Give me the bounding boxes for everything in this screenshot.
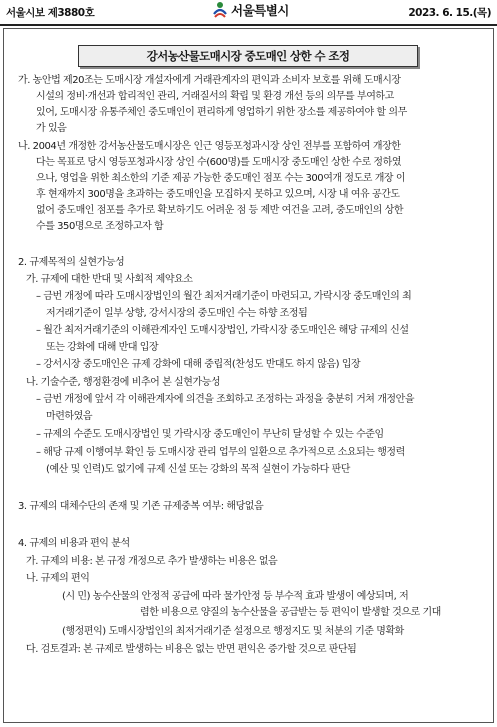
body-line: 렴한 비용으로 양질의 농수산물을 공급받는 등 편익이 발생할 것으로 기대: [140, 607, 441, 618]
issue-number: 서울시보 제3880호: [6, 7, 95, 19]
body-line: 후 현재까지 300명을 초과하는 중도매인을 모집하지 못하고 있으며, 시장 내 여유 공간도: [36, 189, 400, 200]
body-line: 나. 기술수준, 행정환경에 비추어 본 실현가능성: [26, 377, 221, 388]
header-brand: [212, 1, 289, 19]
body-line: 나. 규제의 편익: [26, 573, 90, 584]
issue-date: 2023. 6. 15.(목): [408, 7, 491, 19]
body-line: 나. 2004년 개정한 강서농산물도매시장은 인근 영등포청과시장 상인 전부를 포함하여 개장한: [18, 141, 401, 152]
body-line: 없어 중도매인 점포를 추가로 확보하기도 어려운 점 등 제반 여건을 고려, 중도매인의 상한: [36, 205, 404, 216]
body-line: 다. 검토결과: 본 규제로 발생하는 비용은 없는 반면 편익은 증가할 것으로 판단됨: [26, 644, 357, 655]
body-line: – 월간 최저거래기준의 이해관계자인 도매시장법인, 가락시장 중도매인은 해당 규제의 신설: [36, 325, 409, 336]
body-line: – 강서시장 중도매인은 규제 강화에 대해 중립적(찬성도 반대도 하지 않음) 입장: [36, 359, 361, 370]
body-line: – 금번 개정에 앞서 각 이해관계자에 의견을 조회하고 조정하는 과정을 충분히 거쳐 개정안을: [36, 394, 415, 405]
body-line: 마련하였음: [46, 411, 93, 422]
section-heading: 4. 규제의 비용과 편익 분석: [18, 538, 130, 549]
header-title: 서울특별시: [231, 3, 289, 18]
body-line: 저거래기준이 일부 상향, 강서시장의 중도매인 수는 하향 조정됨: [46, 308, 308, 319]
body-line: 시설의 정비·개선과 합리적인 관리, 거래질서의 확립 및 환경 개선 등의 의무를 부여하고: [36, 91, 394, 102]
body-line: 가. 농안법 제20조는 도매시장 개설자에게 거래관계자의 편익과 소비자 보호를 위해 도매시장: [18, 75, 401, 86]
body-line: 가. 규제의 비용: 본 규정 개정으로 추가 발생하는 비용은 없음: [26, 556, 278, 567]
body-line: (시 민) 농수산물의 안정적 공급에 따라 물가안정 등 부수적 효과 발생이 예상되며, 저: [62, 591, 409, 602]
gazette-header: [0, 0, 497, 24]
body-line: 가. 규제에 대한 반대 및 사회적 제약요소: [26, 274, 193, 285]
title-box: [78, 45, 418, 67]
body-line: – 금번 개정에 따라 도매시장법인의 월간 최저거래기준이 마련되고, 가락시장 중도매인의 최: [36, 291, 412, 302]
body-line: 또는 강화에 대해 반대 입장: [46, 342, 159, 353]
section-heading: 3. 규제의 대체수단의 존재 및 기존 규제중복 여부: 해당없음: [18, 501, 264, 512]
body-line: (예산 및 인력)도 없기에 규제 신설 또는 강화의 목적 실현이 가능하다 판단: [46, 464, 351, 475]
seoul-logo-icon: [212, 1, 228, 19]
body-line: 다는 목표로 당시 영등포청과시장 상인 수(600명)를 도매시장 중도매인 상한 수로 정하였: [36, 157, 402, 168]
section-heading: 2. 규제목적의 실현가능성: [18, 257, 125, 268]
body-line: 가 있음: [36, 123, 67, 134]
header-divider: [0, 24, 497, 26]
body-line: 수를 350명으로 조정하고자 함: [36, 221, 164, 232]
body-line: 으나, 영업을 위한 최소한의 기준 제공 가능한 중도매인 점포 수는 300여개 정도로 개장 이: [36, 173, 406, 184]
body-line: – 해당 규제 이행여부 확인 등 도매시장 관리 업무의 일환으로 추가적으로 소요되는 행정력: [36, 447, 405, 458]
body-line: 있어, 도매시장 유통주체인 중도매인이 편리하게 영업하기 위한 장소를 제공하여야 할 의무: [36, 107, 407, 118]
body-line: (행정편익) 도매시장법인의 최저거래기준 설정으로 행정지도 및 처분의 기준 명확화: [62, 626, 404, 637]
body-line: – 규제의 수준도 도매시장법인 및 가락시장 중도매인이 무난히 달성할 수 있는 수준임: [36, 429, 384, 440]
document-title: 강서농산물도매시장 중도매인 상한 수 조정: [146, 49, 350, 63]
